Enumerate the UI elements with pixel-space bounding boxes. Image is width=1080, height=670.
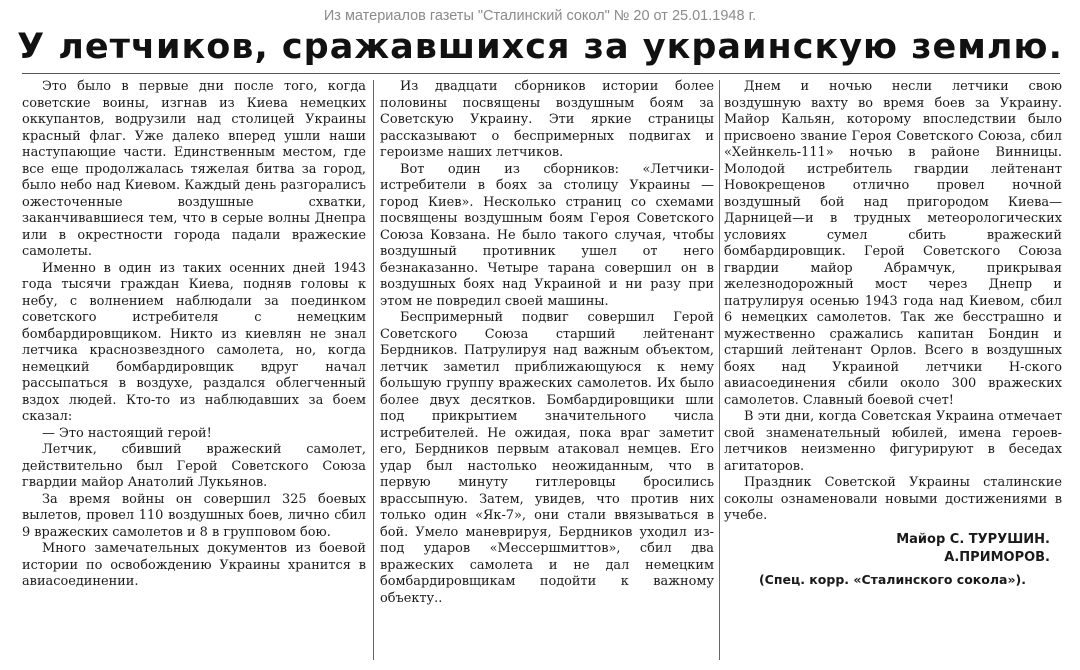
column-2: [380, 79, 714, 607]
column-divider: [373, 80, 374, 660]
column-1: [22, 79, 366, 591]
headline-rule: [22, 73, 1060, 74]
author-2: А.ПРИМОРОВ.: [944, 549, 1050, 565]
column-divider: [719, 80, 720, 660]
column-3: [724, 79, 1062, 589]
paragraph: Днем и ночью несли летчики свою воздушную вахту во время боев за Украину. Майор Кальян, которому впоследствии было присвоено звание Героя Советского Союза, сбил «Хейнкель-111» ночью в районе Винницы. Молодой истребитель гвардии лейтенант Новокрещенов отлично провел ночной воздушный бой над пригородом Киева—Дарницей—и в трудных метеорологических условиях сумел сбить вражеский бомбардировщик. Герой Советского Союза гвардии майор Абрамчук, прикрывая железнодорожный мост через Днепр и патрулируя осенью 1943 года над Киевом, сбил 6 немецких самолетов. Так же бесстрашно и мужественно сражались капитан Бондин и старший лейтенант Орлов. Всего в воздушных боях над Украиной летчики Н-ского авиасоединения сбили около 300 вражеских самолетов. Славный боевой счет!: [724, 79, 1062, 408]
paragraph: Это было в первые дни после того, когда советские воины, изгнав из Киева немецких оккупантов, водрузили над столицей Украины красный флаг. Уже далеко вперед ушли наши наступающие части. Единственным местом, где все еще продолжалась тяжелая битва за город, было небо над Киевом. Каждый день разгоралисъ ожесточенные воздушные схватки, заканчивавшиеся тем, что в серые волны Днепра или в окрестности города падали вражеские самолеты.: [22, 79, 366, 259]
paragraph: Из двадцати сборников истории более половины посвящены воздушным боям за Советскую Украину. Эти яркие страницы рассказывают о беспримерных подвигах и героизме наших летчиков.: [380, 79, 714, 160]
correspondent-note: (Спец. корр. «Сталинского сокола»).: [758, 571, 1026, 587]
paragraph: Беспримерный подвиг совершил Герой Советского Союза старший лейтенант Бердников. Патрулируя над важным объектом, летчик заметил приближающуюся к нему большую группу вражеских самолетов. Их было более двух десятков. Бомбардировщики шли под прикрытием значительного числа истребителей. Не ожидая, пока враг заметит его, Бердников первым атаковал немцев. Его удар был настолько неожиданным, что в первую минуту гитлеровцы бросились врассыпную. Затем, увидев, что против них только один «Як-7», они стали ввязываться в бой. Умело маневрируя, Бердников уходил из-под ударов «Мессершмиттов», сбил два вражеских самолета и не дал немецким бомбардировщикам подойти к важному объекту..: [380, 310, 714, 606]
paragraph: За время войны он совершил 325 боевых вылетов, провел 110 воздушных боев, лично сбил 9 вражеских самолетов и 8 в групповом бою.: [22, 491, 366, 540]
author-1: Майор С. ТУРУШИН.: [896, 531, 1050, 547]
headline: У летчиков, сражавшихся за украинскую землю.: [17, 27, 1063, 67]
paragraph: Праздник Советской Украины сталинские соколы ознаменовали новыми достижениями в учебе.: [724, 475, 1062, 523]
paragraph: — Это настоящий герой!: [42, 425, 212, 441]
paragraph: Вот один из сборников: «Летчики-истребители в боях за столицу Украины — город Киев». Несколько страниц со схемами посвящены воздушным боям Героя Советского Союза Ковзана. Не было такого случая, чтобы воздушный противник ушел от него безнаказанно. Четыре тарана совершил он в воздушных боях над Украиной и ни разу при этом не повредил своей машины.: [380, 161, 714, 309]
paragraph: В эти дни, когда Советская Украина отмечает свой знаменательный юбилей, имена героев-летчиков неизменно фигурируют в беседах агитаторов.: [724, 409, 1062, 474]
paragraph: Именно в один из таких осенних дней 1943 года тысячи граждан Киева, подняв головы к небу, с волнением наблюдали за поединком советского истребителя с немецким бомбардировщиком. Никто из киевлян не знал летчика краснозвездного самолета, но, когда немецкий бомбардировщик вдруг начал рассыпаться в воздухе, раздался облегченный вздох людей. Кто-то из наблюдавших за боем сказал:: [22, 260, 366, 424]
paragraph: Летчик, сбивший вражеский самолет, действительно был Герой Советского Союза гвардии майор Анатолий Лукьянов.: [22, 442, 366, 490]
author-signature: [724, 531, 1050, 567]
paragraph: Много замечательных документов из боевой истории по освобождению Украины хранится в авиасоединении.: [22, 541, 366, 589]
source-line: Из материалов газеты "Сталинский сокол" № 20 от 25.01.1948 г.: [323, 8, 757, 24]
